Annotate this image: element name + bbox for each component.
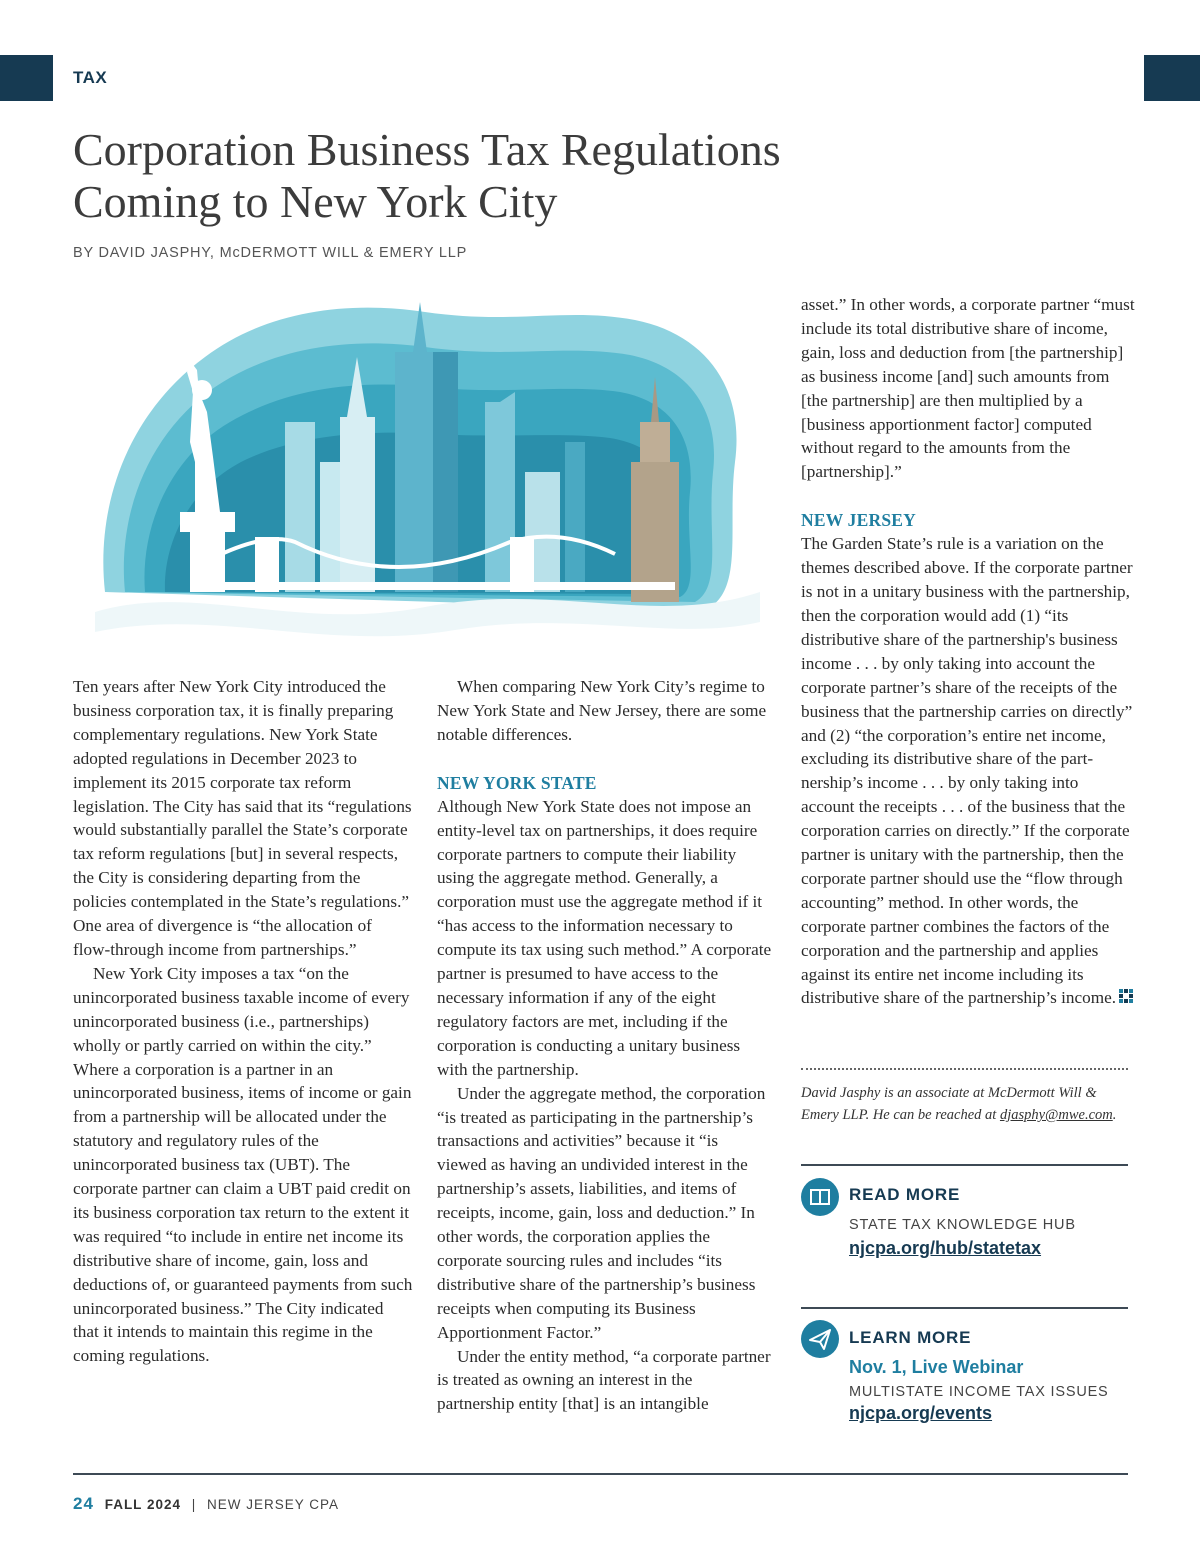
bio-divider bbox=[801, 1068, 1128, 1070]
book-icon bbox=[801, 1178, 839, 1216]
article-byline: BY DAVID JASPHY, McDERMOTT WILL & EMERY LLP bbox=[73, 245, 468, 261]
paragraph-text: The Garden State’s rule is a variation on the themes described above. If the corporate partner is not in a unitary business with the partnership, then the corporation would add (1) “its distributive share of the partnership's business income . . . by only taking into account the corporate partner’s share of the receipts of the business that the partnership carries on directly” and (2) “the corporation’s entire net income, excluding its distributive share of the partnership’s income . . . by only taking into account the receipts . . . of the business that the corporation carries on directly.” If the corporate partner is unitary with the partnership, then the corporate partner should use the “flow through accounting” method. In other words, the corporate partner combines the factors of the corporation and the partnership and applies against its entire net income including its distributive share of the partnership’s income. bbox=[801, 534, 1133, 1008]
paragraph: asset.” In other words, a corporate partner “must include its total distributive share of income, gain, loss and deduction from [the partnership] as business income [and] such amounts from [the partnership] are then multiplied by a [business apportionment factor] computed without regard to the amounts from the [partnership].” bbox=[801, 295, 1135, 482]
author-bio: David Jasphy is an associate at McDermott Will & Emery LLP. He can be reached at djasphy@mwe.com. bbox=[801, 1085, 1117, 1123]
learn-more-heading: LEARN MORE bbox=[849, 1328, 972, 1347]
paragraph: Under the entity method, “a corporate partner is treated as owning an interest in the partnership entity [that] is an intangible bbox=[437, 1346, 771, 1414]
paragraph bbox=[801, 532, 1136, 1010]
publication-name: NEW JERSEY CPA bbox=[207, 1497, 340, 1512]
paper-plane-icon bbox=[801, 1320, 839, 1358]
learn-more-event: Nov. 1, Live Webinar bbox=[849, 1357, 1024, 1377]
footer-separator: | bbox=[191, 1497, 197, 1512]
section-tag: TAX bbox=[73, 68, 108, 87]
nyc-skyline-illustration bbox=[95, 292, 760, 662]
end-mark-icon bbox=[1119, 989, 1134, 1004]
article-title: Corporation Business Tax Regulations Coming to New York City bbox=[73, 124, 781, 227]
page-number: 24 bbox=[73, 1494, 94, 1513]
header-corner-block-left bbox=[0, 55, 53, 101]
footer-rule bbox=[73, 1473, 1128, 1475]
article-column-1 bbox=[73, 675, 413, 1368]
paragraph: Under the aggregate method, the corporation “is treated as participating in the partnership’s transactions and activities” because it “is viewed as having an undivided interest in the partnership’s assets, liabilities, and items of receipts, income, gain, loss and deduction.” In other words, the corporation applies the corporate sourcing rules and includes “its distributive share of the partnership’s business receipts when computing its Business Apportionment Factor.” bbox=[437, 1083, 766, 1342]
paragraph: Ten years after New York City introduced the business corporation tax, it is finally preparing complementary regulations. New York State adopted regulations in December 2023 to implement its 2015 corporate tax reform legislation. The City has said that its “regulations would substantially parallel the State’s corporate tax reform regulations [but] in several respects, the City is considering departing from the policies contemplated in the State’s regulations.” One area of divergence is “the allocation of flow-through income from partnerships.” bbox=[73, 677, 412, 959]
article-column-3 bbox=[801, 293, 1136, 1010]
read-more-subtitle: STATE TAX KNOWLEDGE HUB bbox=[849, 1217, 1076, 1233]
learn-more-rule bbox=[801, 1307, 1128, 1309]
paragraph: When comparing New York City’s regime to New York State and New Jersey, there are some notable differences. bbox=[437, 677, 767, 744]
subheading-new-jersey: NEW JERSEY bbox=[801, 510, 916, 531]
learn-more-subtitle: MULTISTATE INCOME TAX ISSUES bbox=[849, 1384, 1109, 1400]
read-more-heading: READ MORE bbox=[849, 1185, 961, 1204]
author-email-link[interactable]: djasphy@mwe.com bbox=[999, 1107, 1113, 1123]
article-column-2 bbox=[437, 675, 772, 1416]
subheading-new-york-state: NEW YORK STATE bbox=[437, 772, 597, 793]
header-corner-block-right bbox=[1144, 55, 1200, 101]
paragraph: New York City imposes a tax “on the unincorporated business taxable income of every unincorporated business (i.e., partnerships) wholly or partly carried on within the city.” Where a corporation is a partner in an unincorporated business, items of income or gain from a partnership will be allocated under the statutory and regulatory rules of the unincorporated business tax (UBT). The corporate partner can claim a UBT paid credit on its business corporation tax return to the extent it was required “to include in entire net income its distributive share of income, gain, loss and deductions of, or guaranteed payments from such unincorporated business.” The City indicated that it intends to maintain this regime in the coming regulations. bbox=[73, 963, 413, 1366]
read-more-link[interactable]: njcpa.org/hub/statetax bbox=[849, 1238, 1042, 1258]
paragraph: Although New York State does not impose an entity-level tax on partnerships, it does require corporate partners to compute their liability using the aggregate method. Generally, a corporation must use the aggregate method if it “has access to the information necessary to compute its tax using such method.” A corporate partner is presumed to have access to the necessary information if any of the eight regulatory factors are met, including if the corporation is conducting a unitary business with the partnership. bbox=[437, 796, 772, 1079]
author-bio-text: David Jasphy is an associate at McDermott Will & Emery LLP. He can be reached at bbox=[801, 1085, 1097, 1123]
learn-more-link[interactable]: njcpa.org/events bbox=[849, 1403, 993, 1423]
read-more-rule bbox=[801, 1164, 1128, 1166]
issue-season: FALL 2024 bbox=[104, 1497, 181, 1512]
page-footer bbox=[73, 1494, 339, 1514]
